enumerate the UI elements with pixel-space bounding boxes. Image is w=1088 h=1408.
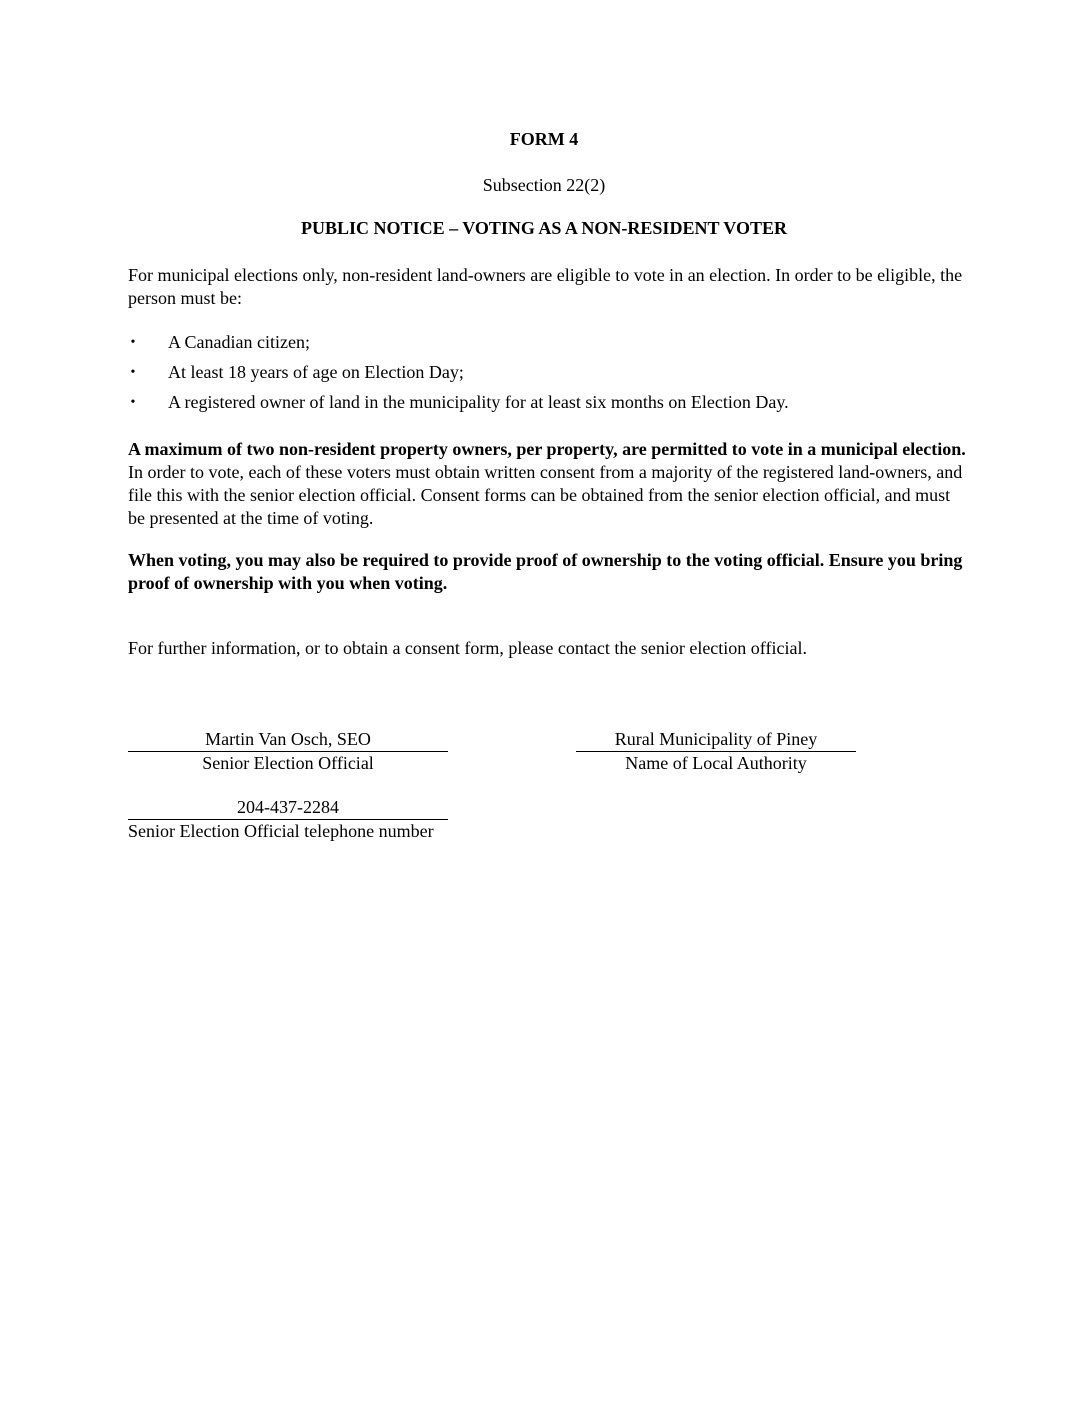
seo-caption: Senior Election Official: [202, 753, 374, 773]
bullet-icon: •: [130, 365, 136, 380]
seo-phone-caption: Senior Election Official telephone number: [128, 821, 434, 841]
intro-paragraph: For municipal elections only, non-resident land-owners are eligible to vote in an election. In order to be eligible, the person must be:: [128, 265, 963, 308]
maximum-owners-text: In order to vote, each of these voters must obtain written consent from a majority of the registered land-owners, and file this with the senior election official. Consent forms can be obtained from the senior election official, and must be presented at the time of voting.: [128, 462, 963, 528]
proof-of-ownership-paragraph: When voting, you may also be required to provide proof of ownership to the voting official. Ensure you bring proof of ownership with you when voting.: [128, 550, 963, 593]
seo-phone-number: 204-437-2284: [128, 796, 448, 820]
eligibility-item: [128, 331, 789, 354]
subsection-label: Subsection 22(2): [482, 175, 606, 195]
eligibility-item: [128, 391, 789, 414]
local-authority-caption: Name of Local Authority: [625, 753, 807, 773]
eligibility-list: [128, 331, 789, 421]
seo-signature-block: [128, 728, 448, 775]
further-info-paragraph: For further information, or to obtain a consent form, please contact the senior election official.: [128, 638, 807, 658]
eligibility-item-text: A registered owner of land in the municipality for at least six months on Election Day.: [168, 392, 789, 412]
local-authority-name: Rural Municipality of Piney: [576, 728, 856, 752]
seo-phone-block: [128, 796, 448, 843]
eligibility-item: [128, 361, 789, 384]
local-authority-block: [576, 728, 856, 775]
bullet-icon: •: [130, 335, 136, 350]
notice-title: PUBLIC NOTICE – VOTING AS A NON-RESIDENT VOTER: [301, 218, 787, 238]
form-title: FORM 4: [509, 129, 579, 149]
eligibility-item-text: A Canadian citizen;: [168, 332, 310, 352]
maximum-owners-bold-text: A maximum of two non-resident property owners, per property, are permitted to vote in a municipal election.: [128, 439, 966, 459]
maximum-owners-paragraph: [128, 438, 968, 530]
seo-name: Martin Van Osch, SEO: [128, 728, 448, 752]
eligibility-item-text: At least 18 years of age on Election Day;: [168, 362, 464, 382]
bullet-icon: •: [130, 395, 136, 410]
